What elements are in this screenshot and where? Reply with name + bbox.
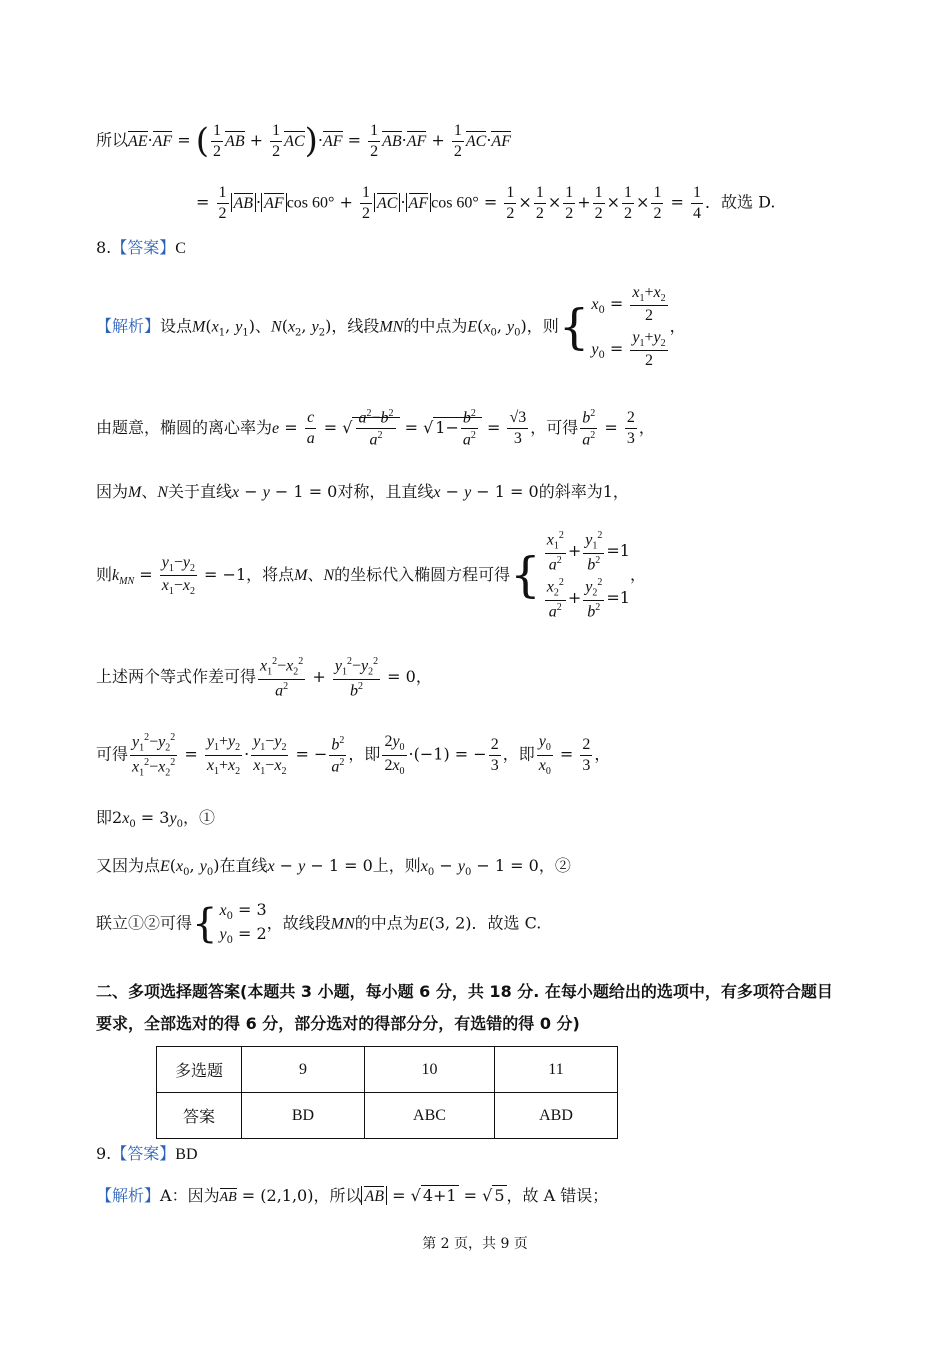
text: 的坐标代入椭圆方程可得 — [334, 564, 511, 584]
text: 由题意，椭圆的离心率为 — [96, 417, 273, 437]
text: ，线段 — [331, 316, 380, 336]
text: 设点 — [160, 316, 193, 336]
text: 、 — [141, 482, 158, 501]
answer-table — [156, 1046, 618, 1139]
q8-line-a: 【解析】设点$M(x_1$, $y_1$)、$N(x_2$, $y_2$)，线段MN的中点为$E(x_0$, $y_0$)，则 { $x_0$ = $\frac{x_1+x_2}{2}$ $y_0$ = $\frac{y_1+y_2}{2}$ ， — [96, 284, 686, 369]
text: 上，则 — [372, 856, 421, 875]
q9-answer — [96, 1146, 198, 1163]
answer-tag: 【答案】 — [111, 238, 176, 257]
text: ，② — [538, 856, 571, 875]
text: ，即 — [348, 744, 381, 764]
table-cell: 答案 — [157, 1093, 242, 1139]
q8-line-g: 即$2x_0 = 3y_0$，① — [96, 808, 215, 831]
text: ，将点 — [246, 564, 295, 584]
section-heading-cont: 要求，全部选对的得 6 分，部分选对的得部分分，有选错的得 0 分) — [96, 1014, 580, 1033]
text: 关于直线 — [168, 482, 233, 501]
q8-line-i: 联立①②可得 { $x_0 = 3$ $y_0 = 2$ ，故线段MN的中点为E(3, 2)．故选 C. — [96, 900, 542, 948]
q8-line-b: 由题意，椭圆的离心率为e = $\frac{c}{a}$ = √ $\frac{a^2-b^2}{a^2}$ = √ 1− $\frac{b^2}{a^2}$ = $\frac{√3}{3}$ ，可得 $\frac{b^2}{a^2}$ = $\frac{2}{3}$ ， — [96, 408, 655, 449]
text: ，故 A 错误； — [506, 1186, 609, 1205]
text: 的斜率为1， — [538, 482, 629, 501]
answer-value: BD — [175, 1146, 198, 1163]
text: ，即 — [502, 744, 535, 764]
text: ．故选 D. — [705, 192, 776, 212]
text: ，可得 — [530, 417, 579, 437]
text: A：因为 — [160, 1186, 220, 1205]
text: 的中点为 — [354, 913, 419, 933]
text: ，故线段 — [266, 913, 331, 933]
text: 则 — [96, 564, 113, 584]
table-cell: BD — [242, 1093, 365, 1139]
q8-line-d: 则$k_{MN}$ = $\frac{y_1-y_2}{x_1-x_2}$ = −1，将点M、N的坐标代入椭圆方程可得 { $\frac{x_1^2}{a^2}$ + $\frac{y_1^2}{b^2}$ =1 $\frac{x_2^2}{a^2}$ + $\frac{y_2^2}{b^2}$ =1 ， — [96, 530, 646, 621]
table-cell: 多选题 — [157, 1047, 242, 1093]
answer-value: C — [175, 240, 186, 257]
text: 、 — [307, 564, 324, 584]
text: 对称，且直线 — [337, 482, 434, 501]
text: 、 — [255, 316, 272, 336]
table-cell: ABC — [365, 1093, 495, 1139]
text: 可得 — [96, 744, 129, 764]
table-cell: 9 — [242, 1047, 365, 1093]
table-row — [157, 1093, 618, 1139]
table-cell: 10 — [365, 1047, 495, 1093]
q8-answer — [96, 240, 186, 257]
text: 即 — [96, 808, 113, 827]
page-footer: 第 2 页，共 9 页 — [422, 1236, 528, 1252]
text: ．故选 C. — [471, 913, 542, 933]
table-cell: 11 — [495, 1047, 618, 1093]
q8-line-h: 又因为点$E(x_0$, $y_0$)在直线x − y − 1 = 0上，则$x_0 - y_0 - 1 = 0$，② — [96, 856, 571, 879]
formula-line-1: 所以AE·AF = ( $\frac{1}{2}$ AB + $\frac{1}{2}$ AC)·AF = $\frac{1}{2}$ AB·AF + $\frac{1}{2}$ AC·AF — [96, 121, 511, 162]
q9-line-a: 【解析】A：因为AB = (2,1,0)，所以 AB = √ 4+1 = √ 5 ，故 A 错误； — [96, 1186, 609, 1205]
text: 因为 — [96, 482, 129, 501]
question-number: 8. — [96, 238, 112, 257]
table-cell: ABD — [495, 1093, 618, 1139]
text: 上述两个等式作差可得 — [96, 667, 257, 687]
text: 所以 — [96, 130, 129, 150]
q8-line-c: 因为M、N关于直线x − y − 1 = 0对称，且直线x − y − 1 = 0的斜率为1， — [96, 482, 629, 501]
text: 的中点为 — [403, 316, 468, 336]
formula-line-2: = $\frac{1}{2}$ AB · AF cos 60° + $\frac{1}{2}$ AC · AF cos 60° = $\frac{1}{2}$ × $\frac{1}{2}$ × $\frac{1}{2}$ + $\frac{1}{2}$ × $\frac{1}{2}$ × $\frac{1}{2}$ = $\frac{1}{4}$ ．故选 D. — [196, 184, 776, 222]
text: 联立①②可得 — [96, 913, 193, 933]
analysis-tag: 【解析】 — [96, 1186, 161, 1205]
q8-line-f: 可得 $\frac{y_1^2-y_2^2}{x_1^2-x_2^2}$ = $\frac{y_1+y_2}{x_1+x_2}$ · $\frac{y_1-y_2}{x_1-x_2}$ = − $\frac{b^2}{a^2}$ ，即 $\frac{2y_0}{2x_0}$ ·(−1) = − $\frac{2}{3}$ ，即 $\frac{y_0}{x_0}$ = $\frac{2}{3}$ ， — [96, 732, 611, 779]
table-row — [157, 1047, 618, 1093]
text: ，则 — [526, 316, 559, 336]
q8-line-e: 上述两个等式作差可得 $\frac{x_1^2-x_2^2}{a^2}$ + $\frac{y_1^2-y_2^2}{b^2}$ = 0， — [96, 656, 432, 699]
text: 在直线 — [219, 856, 268, 875]
text: ，所以 — [313, 1186, 362, 1205]
answer-tag: 【答案】 — [111, 1144, 176, 1163]
text: 又因为点 — [96, 856, 161, 875]
section-heading: 二、多项选择题答案(本题共 3 小题，每小题 6 分，共 18 分. 在每小题给出的选项中，有多项符合题目 — [96, 982, 833, 1001]
question-number: 9. — [96, 1144, 112, 1163]
analysis-tag: 【解析】 — [96, 316, 161, 336]
text: ，① — [182, 808, 215, 827]
